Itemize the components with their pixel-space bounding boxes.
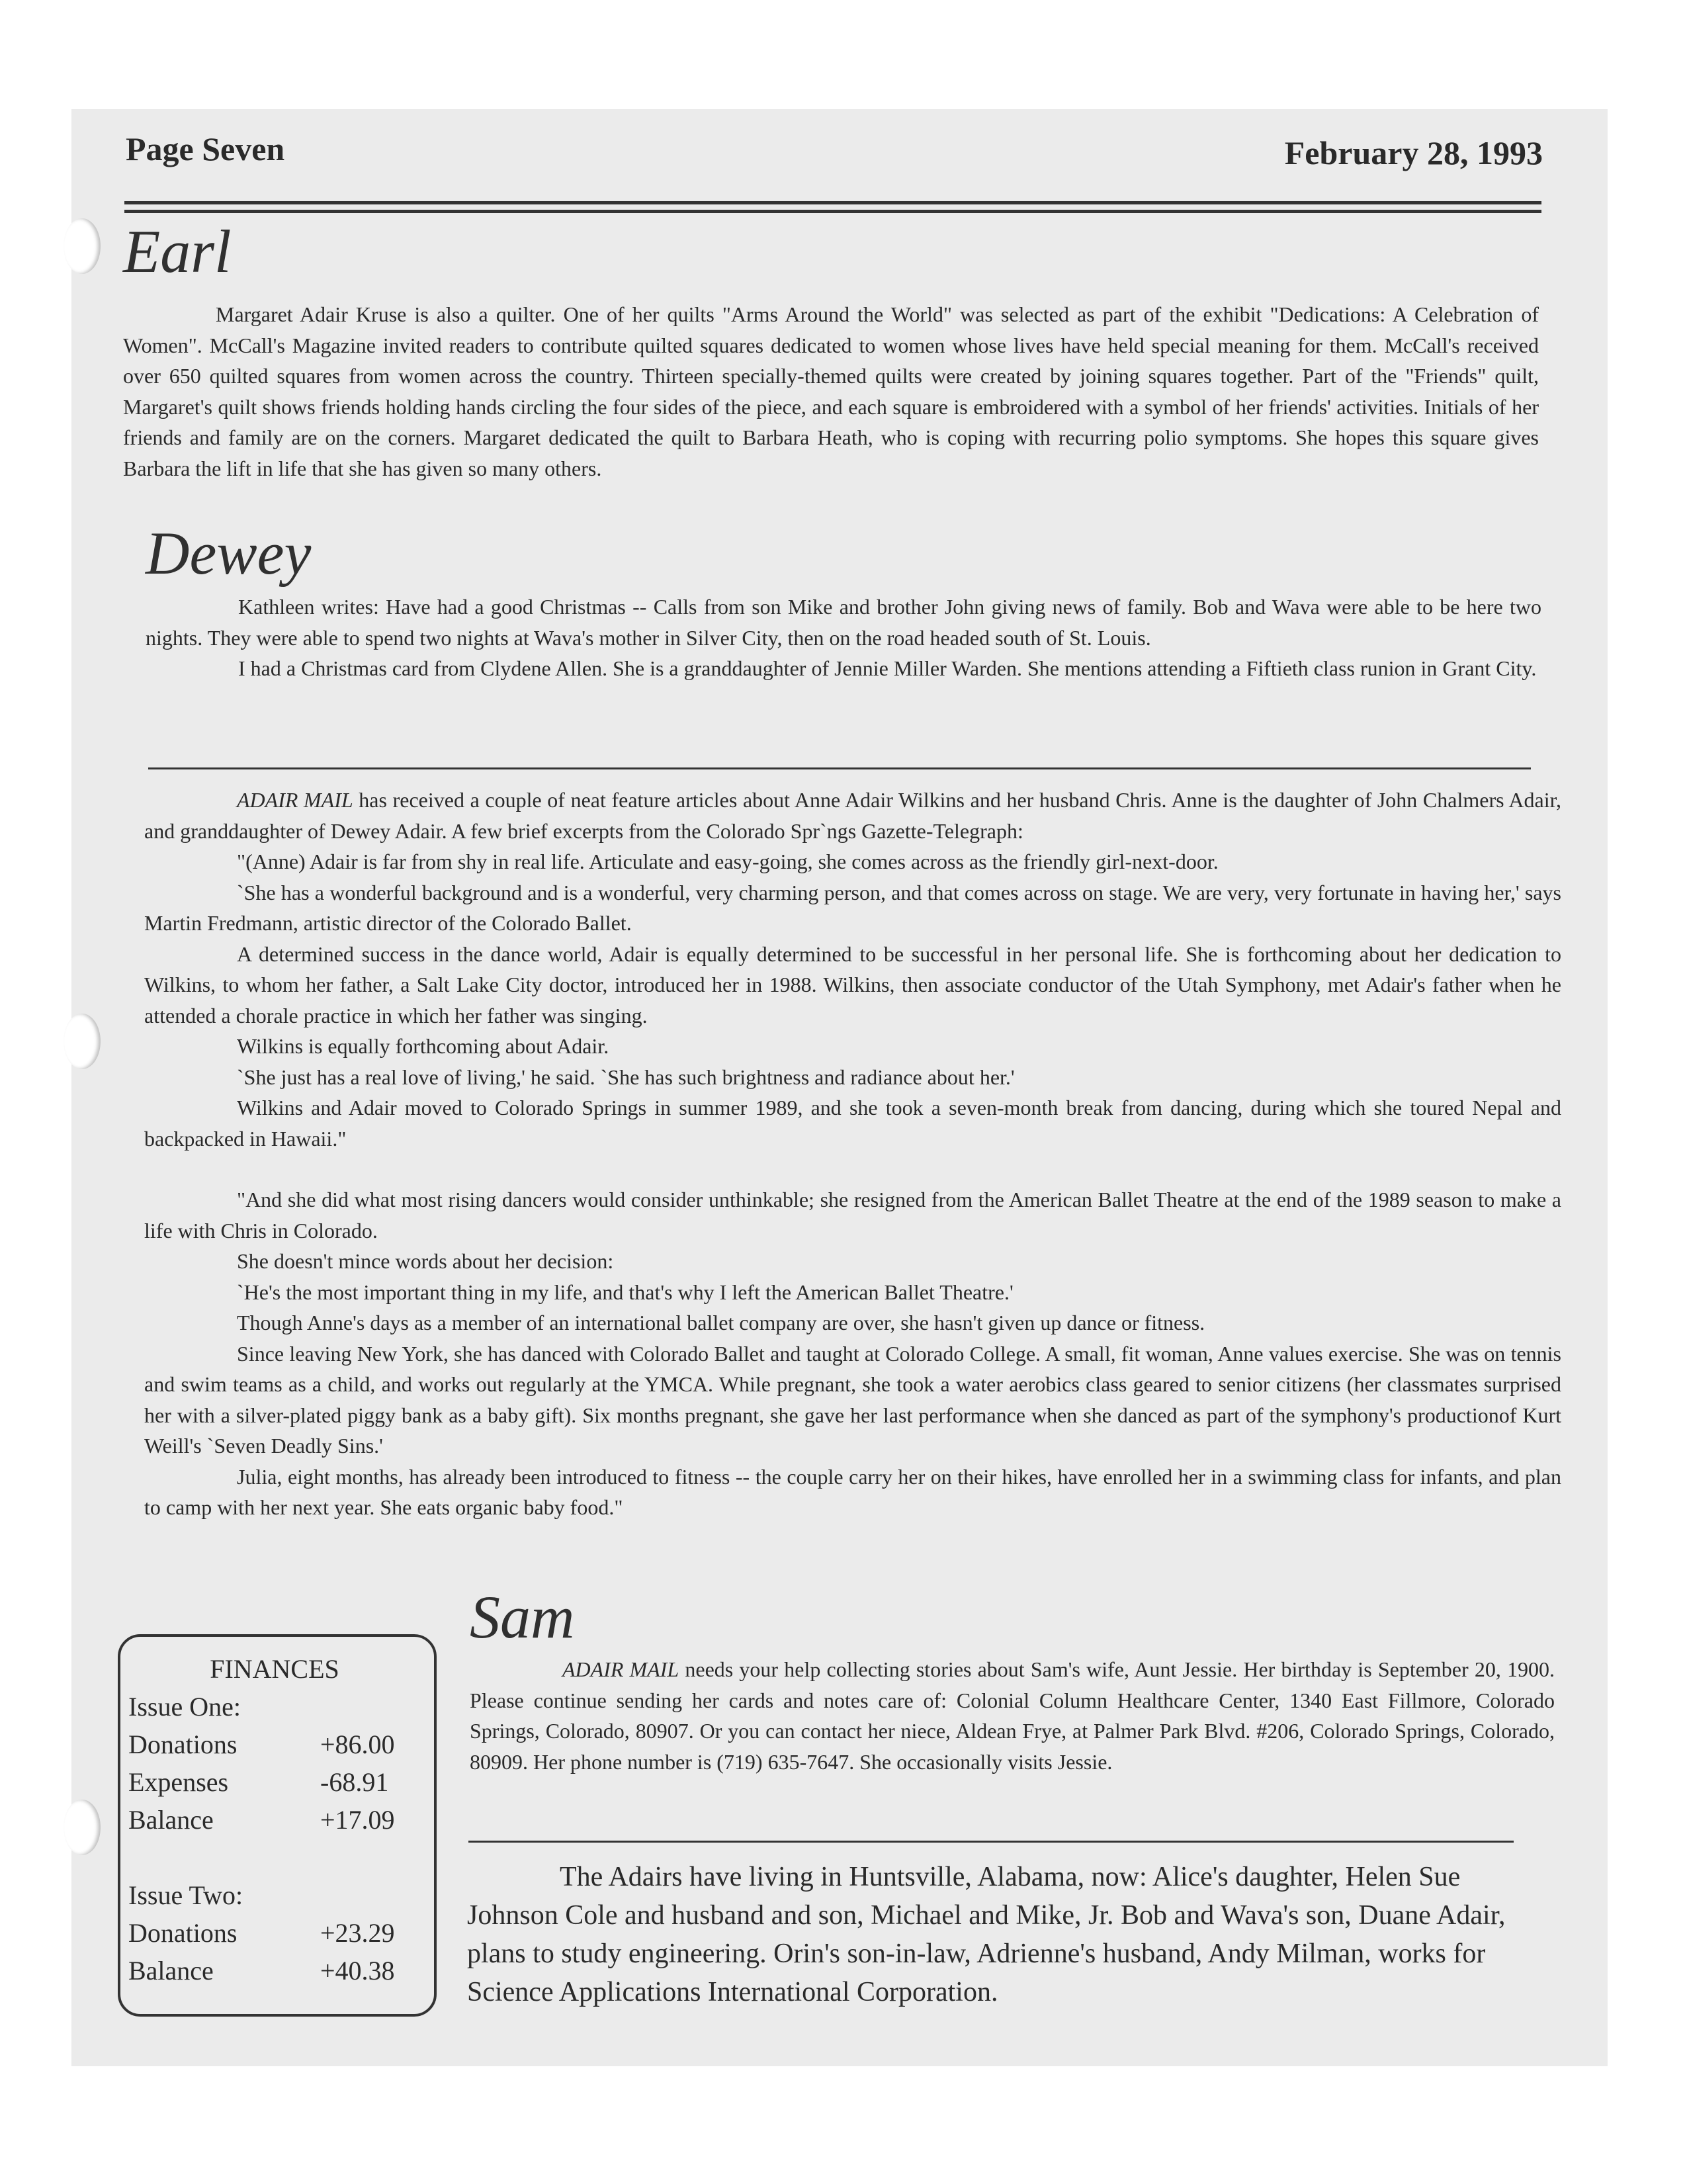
paragraph: Margaret Adair Kruse is also a quilter. One of her quilts "Arms Around the World" was selected as part of the exhibit "Dedications: A Celebration of Women". McCall's Magazine invited readers to contribute quilted squares dedicated to women whose lives have held special meaning for them. McCall's received over 650 quilted squares from women across the country. Thirteen specially-themed quilts were created by joining squares together. Part of the "Friends" quilt, Margaret's quilt shows friends holding hands circling the four sides of the piece, and each square is embroidered with a symbol of her friends' activities. Initials of her friends and family are on the corners. Margaret dedicated the quilt to Barbara Heath, who is coping with recurring polio symptoms. She hopes this square gives Barbara the lift in life that she has given so many others. — [123, 302, 1539, 480]
paragraph: `He's the most important thing in my life, and that's why I left the American Ballet Theatre.' — [237, 1280, 1014, 1304]
punch-hole — [64, 1800, 101, 1855]
paragraph: "And she did what most rising dancers would consider unthinkable; she resigned from the American Ballet Theatre at the end of the 1989 season to make a life with Chris in Colorado. — [144, 1188, 1561, 1243]
issue-one-label: Issue One: — [128, 1692, 241, 1722]
huntsville-section-text — [467, 1858, 1539, 2011]
dewey-section-text — [146, 591, 1541, 684]
finances-box — [118, 1634, 437, 2017]
publication-name: ADAIR MAIL — [562, 1657, 679, 1681]
finance-row: Balance +17.09 — [128, 1805, 395, 1835]
paragraph: Though Anne's days as a member of an international ballet company are over, she hasn't given up dance or fitness. — [237, 1311, 1205, 1334]
paragraph: Wilkins and Adair moved to Colorado Springs in summer 1989, and she took a seven-month break from dancing, during which she toured Nepal and backpacked in Hawaii." — [144, 1096, 1561, 1151]
finances-title: FINANCES — [210, 1654, 339, 1684]
finance-row: Donations +23.29 — [128, 1918, 395, 1948]
issue-two-label: Issue Two: — [128, 1880, 243, 1910]
paragraph: `She has a wonderful background and is a wonderful, very charming person, and that comes across on stage. We are very, very fortunate in having her,' says Martin Fredmann, artistic director of the Colorado Ballet. — [144, 880, 1561, 935]
adair-mail-article — [144, 785, 1561, 1523]
paragraph: Kathleen writes: Have had a good Christmas -- Calls from son Mike and brother John giving news of family. Bob and Wava were able to be here two nights. They were able to spend two nights at Wava's mother in Silver City, then on the road headed south of St. Louis. — [146, 595, 1541, 650]
publication-name: ADAIR MAIL — [237, 788, 353, 812]
sam-section-text — [470, 1654, 1555, 1777]
paragraph: "(Anne) Adair is far from shy in real life. Articulate and easy-going, she comes across as the friendly girl-next-door. — [237, 850, 1219, 873]
earl-section-text — [123, 299, 1539, 484]
paragraph: Since leaving New York, she has danced with Colorado Ballet and taught at Colorado College. A small, fit woman, Anne values exercise. She was on tennis and swim teams as a child, and works out regularly at the YMCA. While pregnant, she took a water aerobics class geared to senior citizens (her classmates surprised her with a silver-plated piggy bank as a baby gift). Six months pregnant, she gave her last performance when she danced as part of the symphony's productionof Kurt Weill's `Seven Deadly Sins.' — [144, 1341, 1561, 1458]
paragraph: `She just has a real love of living,' he said. `She has such brightness and radiance about her.' — [237, 1065, 1015, 1089]
paragraph: A determined success in the dance world, Adair is equally determined to be successful in her personal life. She is forthcoming about her dedication to Wilkins, to whom her father, a Salt Lake City doctor, introduced her in 1988. Wilkins, then associate conductor of the Utah Symphony, met Adair's father when he attended a chorale practice in which her father was singing. — [144, 941, 1561, 1027]
paragraph: She doesn't mince words about her decision: — [237, 1249, 614, 1273]
finance-row: Donations +86.00 — [128, 1729, 395, 1759]
section-divider — [148, 767, 1531, 769]
section-divider — [468, 1841, 1514, 1843]
paragraph: Julia, eight months, has already been introduced to fitness -- the couple carry her on their hikes, have enrolled her in a swimming class for infants, and plan to camp with her next year. She eats organic baby food." — [144, 1464, 1561, 1519]
article-intro: ADAIR MAIL has received a couple of neat feature articles about Anne Adair Wilkins and her husband Chris. Anne is the daughter of John Chalmers Adair, and granddaughter of Dewey Adair. A few brief excerpts from the Colorado Spr`ngs Gazette-Telegraph: — [144, 788, 1562, 843]
section-heading-sam: Sam — [470, 1583, 575, 1651]
paragraph: I had a Christmas card from Clydene Allen. She is a granddaughter of Jennie Miller Warden. She mentions attending a Fiftieth class runion in Grant City. — [238, 656, 1537, 680]
page-number: Page Seven — [126, 130, 285, 167]
paragraph: ADAIR MAIL needs your help collecting stories about Sam's wife, Aunt Jessie. Her birthday is September 20, 1900. Please continue sending her cards and notes care of: Colonial Column Healthcare Center, 1340 East Fillmore, Colorado Springs, Colorado, 80907. Or you can contact her niece, Aldean Frye, at Palmer Park Blvd. #206, Colorado Springs, Colorado, 80909. Her phone number is (719) 635-7647. She occasionally visits Jessie. — [470, 1657, 1555, 1774]
issue-date: February 28, 1993 — [1284, 134, 1543, 171]
header-rule — [124, 201, 1541, 213]
section-heading-dewey: Dewey — [146, 519, 312, 587]
punch-hole — [64, 218, 101, 274]
punch-hole — [64, 1014, 101, 1069]
finance-row: Expenses -68.91 — [128, 1767, 389, 1797]
section-heading-earl: Earl — [123, 218, 232, 285]
paragraph: The Adairs have living in Huntsville, Alabama, now: Alice's daughter, Helen Sue Johnson Cole and husband and son, Michael and Mike, Jr. Bob and Wava's son, Duane Adair, plans to study engineering. Orin's son-in-law, Adrienne's husband, Andy Milman, works for Science Applications International Corporation. — [467, 1862, 1506, 2007]
paragraph: Wilkins is equally forthcoming about Adair. — [237, 1034, 609, 1058]
finance-row: Balance +40.38 — [128, 1956, 395, 1986]
